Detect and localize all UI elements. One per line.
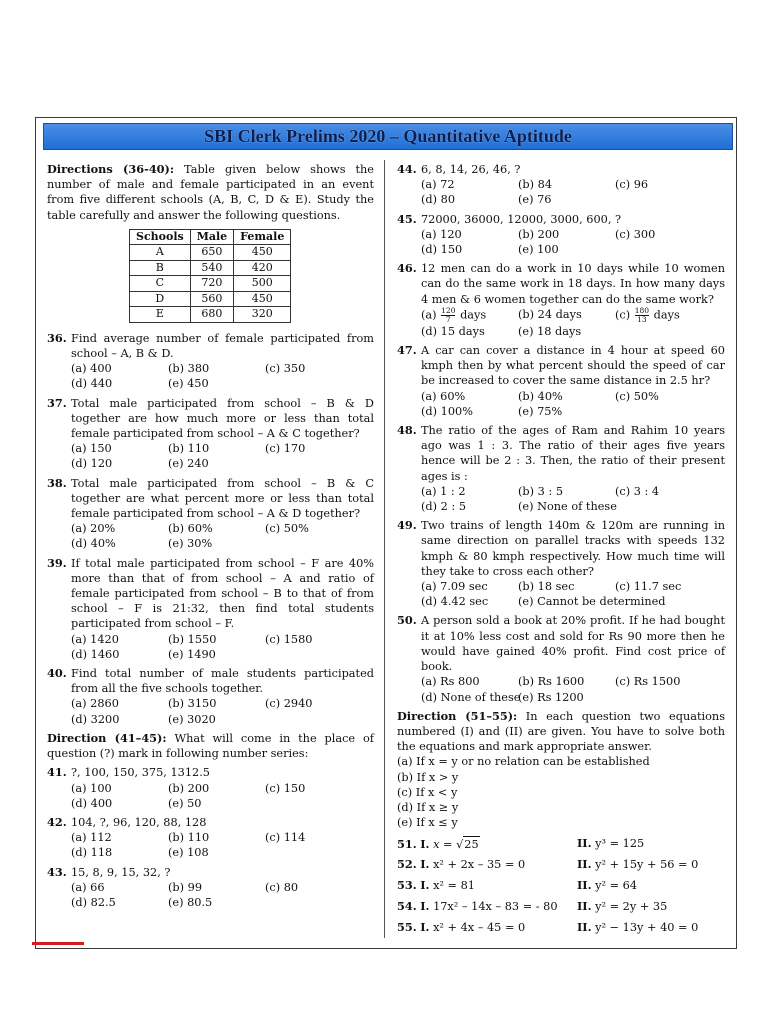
option: (e) 3020 xyxy=(168,712,216,726)
table-cell: 420 xyxy=(234,260,291,276)
options xyxy=(397,674,725,704)
right-column xyxy=(397,162,725,941)
option: (e) Rs 1200 xyxy=(518,690,584,704)
option: (c) 3 : 4 xyxy=(615,484,660,498)
question-number: 45. xyxy=(397,211,417,226)
option: (a) 2860 xyxy=(71,697,119,711)
answer-choices xyxy=(397,754,725,830)
option: (a) 7.09 sec xyxy=(421,580,488,594)
question-46 xyxy=(397,261,725,339)
option: (d) 400 xyxy=(71,796,113,810)
question-number: 42. xyxy=(47,814,67,829)
options xyxy=(47,781,374,811)
question-number: 37. xyxy=(47,395,67,410)
option: (b) 3150 xyxy=(168,697,217,711)
option-e: (e) 18 days xyxy=(518,324,582,338)
question xyxy=(397,343,725,419)
option-b: (b) 24 days xyxy=(518,307,582,321)
question xyxy=(47,331,374,392)
option: (c) 96 xyxy=(615,178,649,192)
question-number: 48. xyxy=(397,423,417,438)
table-header-row xyxy=(130,229,291,245)
table-cell: 450 xyxy=(234,291,291,307)
question xyxy=(47,666,374,727)
option-d: (d) 15 days xyxy=(421,324,485,338)
table-header: Schools xyxy=(130,229,191,245)
options xyxy=(397,484,725,514)
equation-two: II. y² − 13y + 40 = 0 xyxy=(577,920,699,935)
options xyxy=(397,177,725,207)
question-text: Total male participated from school – B & D together are how much more or less than total female participated from school – A & C together? xyxy=(71,396,374,441)
option: (e) 50 xyxy=(168,796,202,810)
question-text: Two trains of length 140m & 120m are running in same direction on parallel tracks with speeds 132 kmph & 80 kmph respectively. How much time will they take to cross each other? xyxy=(421,519,725,578)
option: (d) 2 : 5 xyxy=(421,500,467,514)
table-cell: 320 xyxy=(234,307,291,323)
question xyxy=(397,423,725,514)
directions-36-40: Directions (36-40): Table given below shows the number of male and female participated in an event from five different schools (A, B, C, D & E). Study the table carefully and answer the following questions. xyxy=(47,162,374,222)
answer-choice: (d) If x ≥ y xyxy=(397,800,459,814)
equation-one: 51. I. x = √25 xyxy=(397,837,479,852)
answer-choice: (a) If x = y or no relation can be established xyxy=(397,755,650,769)
direction-51-55: Direction (51–55): In each question two equations numbered (I) and (II) are given. You have to solve both the equations and mark appropriate answer. xyxy=(397,708,726,754)
table-cell: 720 xyxy=(190,276,233,292)
red-mark xyxy=(32,942,84,945)
options xyxy=(47,696,374,726)
option: (d) 440 xyxy=(71,377,113,391)
option: (b) 200 xyxy=(518,227,560,241)
option-a: (a) $\frac{120}{7}$ days xyxy=(421,305,487,324)
equation-one: 54. I. 17x² – 14x – 83 = - 80 xyxy=(397,899,558,914)
questions-41-43 xyxy=(47,765,374,910)
question-text: ?, 100, 150, 375, 1312.5 xyxy=(71,766,210,780)
option: (a) 60% xyxy=(421,389,466,403)
option-c: (c) $\frac{180}{13}$ days xyxy=(615,305,680,324)
option: (e) 108 xyxy=(168,846,209,860)
table-cell: 540 xyxy=(190,260,233,276)
option: (a) 100 xyxy=(71,781,112,795)
option: (b) 1550 xyxy=(168,632,217,646)
question xyxy=(47,815,374,861)
option: (a) Rs 800 xyxy=(421,675,480,689)
question-text: Total male participated from school – B & C together are what percent more or less than total female participated from school – A & D together? xyxy=(71,476,374,521)
table-row xyxy=(130,291,291,307)
question-number: 40. xyxy=(47,666,67,681)
option: (d) None of these xyxy=(421,690,521,704)
question xyxy=(397,518,725,609)
option: (b) 380 xyxy=(168,362,210,376)
options xyxy=(397,579,725,609)
option: (c) 170 xyxy=(265,442,306,456)
option: (b) 84 xyxy=(518,178,553,192)
option: (a) 66 xyxy=(71,880,105,894)
option: (d) 4.42 sec xyxy=(421,595,489,609)
equation-one: 52. I. x² + 2x – 35 = 0 xyxy=(397,857,526,872)
option: (b) 60% xyxy=(168,522,213,536)
option: (d) 120 xyxy=(71,457,113,471)
option: (c) 114 xyxy=(265,831,306,845)
option: (b) 110 xyxy=(168,831,210,845)
option: (a) 112 xyxy=(71,831,112,845)
option: (a) 1 : 2 xyxy=(421,484,466,498)
equation-two: II. y³ = 125 xyxy=(577,836,645,851)
equation-row xyxy=(397,920,725,941)
question xyxy=(397,162,725,208)
equation-one: 55. I. x² + 4x – 45 = 0 xyxy=(397,920,526,935)
table-cell: 450 xyxy=(234,245,291,261)
answer-choice: (e) If x ≤ y xyxy=(397,816,458,830)
question-number: 43. xyxy=(47,864,67,879)
exam-page xyxy=(35,117,737,949)
question-number: 44. xyxy=(397,162,417,176)
equation-two: II. y² = 64 xyxy=(577,878,638,893)
equation-two: II. y² = 2y + 35 xyxy=(577,899,668,914)
question-text: 6, 8, 14, 26, 46, ? xyxy=(421,163,521,176)
option: (c) 50% xyxy=(265,522,309,536)
equation-row xyxy=(397,878,725,899)
option: (a) 72 xyxy=(421,178,455,192)
question-number: 36. xyxy=(47,330,67,345)
option: (e) 240 xyxy=(168,457,209,471)
option: (b) 40% xyxy=(518,389,563,403)
option: (e) 75% xyxy=(518,404,563,418)
table-cell: B xyxy=(130,260,191,276)
left-column xyxy=(47,162,374,914)
option: (a) 150 xyxy=(71,442,112,456)
question xyxy=(47,476,374,552)
question-text: A person sold a book at 20% profit. If he had bought it at 10% less cost and sold for Rs 90 more then he would have gained 40% profit. Find cost price of book. xyxy=(421,614,725,674)
option: (d) 1460 xyxy=(71,647,120,661)
question xyxy=(47,865,374,911)
option: (e) 450 xyxy=(168,377,209,391)
table-row xyxy=(130,260,291,276)
equation-one: 53. I. x² = 81 xyxy=(397,878,475,893)
options xyxy=(397,227,725,257)
fraction: $\frac{180}{13}$ xyxy=(634,305,650,324)
table-row xyxy=(130,276,291,292)
question-text: 15, 8, 9, 15, 32, ? xyxy=(71,865,171,879)
question-text: Find total number of male students participated from all the five schools together. xyxy=(71,667,374,696)
option: (d) 80 xyxy=(421,193,456,207)
question-text: If total male participated from school – F are 40% more than that of from school – A and ratio of female participated from school – B to that of from school – F is 21:32, then find total students participated from school – F. xyxy=(71,556,374,631)
option: (e) 1490 xyxy=(168,647,216,661)
page-title: SBI Clerk Prelims 2020 – Quantitative Aptitude xyxy=(43,123,733,150)
equations-51-55 xyxy=(397,836,725,941)
option: (c) Rs 1500 xyxy=(615,675,681,689)
question-number: 39. xyxy=(47,555,67,570)
question-number: 49. xyxy=(397,518,417,533)
option: (c) 350 xyxy=(265,362,306,376)
sqrt-sign: √ xyxy=(456,838,464,852)
option: (b) Rs 1600 xyxy=(518,675,585,689)
question-text: 72000, 36000, 12000, 3000, 600, ? xyxy=(421,212,622,226)
table-row xyxy=(130,307,291,323)
question xyxy=(47,556,374,662)
question-text: 12 men can do a work in 10 days while 10 women can do the same work in 18 days. In how many days 4 men & 6 women together can do the same work? xyxy=(421,262,725,306)
option: (c) 80 xyxy=(265,880,299,894)
option: (a) 400 xyxy=(71,362,112,376)
option: (e) None of these xyxy=(518,500,617,514)
option: (e) 30% xyxy=(168,537,213,551)
question xyxy=(397,613,725,704)
option: (e) 76 xyxy=(518,193,552,207)
column-divider xyxy=(384,160,385,938)
equation-two: II. y² + 15y + 56 = 0 xyxy=(577,857,699,872)
question xyxy=(47,396,374,472)
table-cell: 560 xyxy=(190,291,233,307)
answer-choice: (c) If x < y xyxy=(397,785,458,799)
option: (e) 80.5 xyxy=(168,895,213,909)
option: (c) 1580 xyxy=(265,632,313,646)
option: (c) 2940 xyxy=(265,697,313,711)
question-number: 50. xyxy=(397,613,417,628)
question-text: Find average number of female participated from school – A, B & D. xyxy=(71,331,374,361)
options xyxy=(397,389,725,419)
option: (d) 150 xyxy=(421,243,463,257)
option: (b) 110 xyxy=(168,442,210,456)
table-cell: A xyxy=(130,245,191,261)
equation-row xyxy=(397,857,725,878)
option: (b) 3 : 5 xyxy=(518,484,564,498)
option: (d) 118 xyxy=(71,846,113,860)
option: (c) 50% xyxy=(615,389,659,403)
option: (d) 100% xyxy=(421,404,473,418)
table-cell: 650 xyxy=(190,245,233,261)
direction-41-45: Direction (41–45): What will come in the place of question (?) mark in following number series: xyxy=(47,730,374,761)
fraction: $\frac{120}{7}$ xyxy=(441,305,456,324)
option: (a) 120 xyxy=(421,227,462,241)
equation-row xyxy=(397,899,725,920)
option: (b) 200 xyxy=(168,781,210,795)
question-text: 104, ?, 96, 120, 88, 128 xyxy=(71,815,207,829)
option: (c) 11.7 sec xyxy=(615,580,682,594)
option: (d) 3200 xyxy=(71,712,120,726)
questions-47-50 xyxy=(397,343,725,705)
table-cell: 500 xyxy=(234,276,291,292)
table-row xyxy=(130,245,291,261)
question-text: A car can cover a distance in 4 hour at speed 60 kmph then by what percent should the speed of car be increased to cover the same distance in 2.5 hr? xyxy=(421,344,725,388)
question xyxy=(47,765,374,811)
equation-row xyxy=(397,836,725,857)
table-cell: C xyxy=(130,276,191,292)
question-number: 41. xyxy=(47,765,67,780)
options xyxy=(47,361,374,391)
options xyxy=(47,441,374,471)
options xyxy=(47,632,374,662)
option: (d) 82.5 xyxy=(71,895,116,909)
question-number: 47. xyxy=(397,343,417,358)
option: (a) 1420 xyxy=(71,632,119,646)
table-cell: E xyxy=(130,307,191,323)
table-header: Female xyxy=(234,229,291,245)
option: (b) 99 xyxy=(168,880,203,894)
option: (d) 40% xyxy=(71,537,116,551)
options xyxy=(47,880,374,910)
questions-36-40 xyxy=(47,331,374,727)
table-cell: 680 xyxy=(190,307,233,323)
option: (e) 100 xyxy=(518,243,559,257)
question-number: 46. xyxy=(397,261,417,276)
schools-table xyxy=(129,229,291,323)
question-number: 38. xyxy=(47,475,67,490)
table-cell: D xyxy=(130,291,191,307)
option: (c) 150 xyxy=(265,781,306,795)
question-text: The ratio of the ages of Ram and Rahim 10 years ago was 1 : 3. The ratio of their ages five years hence will be 2 : 3. Then, the ratio of their present ages is : xyxy=(421,424,725,483)
option: (b) 18 sec xyxy=(518,580,575,594)
answer-choice: (b) If x > y xyxy=(397,770,459,784)
options xyxy=(47,830,374,860)
questions-44-45 xyxy=(397,162,725,257)
option: (a) 20% xyxy=(71,522,116,536)
options xyxy=(397,307,725,339)
option: (c) 300 xyxy=(615,227,656,241)
table-header: Male xyxy=(190,229,233,245)
question xyxy=(397,212,725,258)
options xyxy=(47,521,374,551)
option: (e) Cannot be determined xyxy=(518,595,666,609)
